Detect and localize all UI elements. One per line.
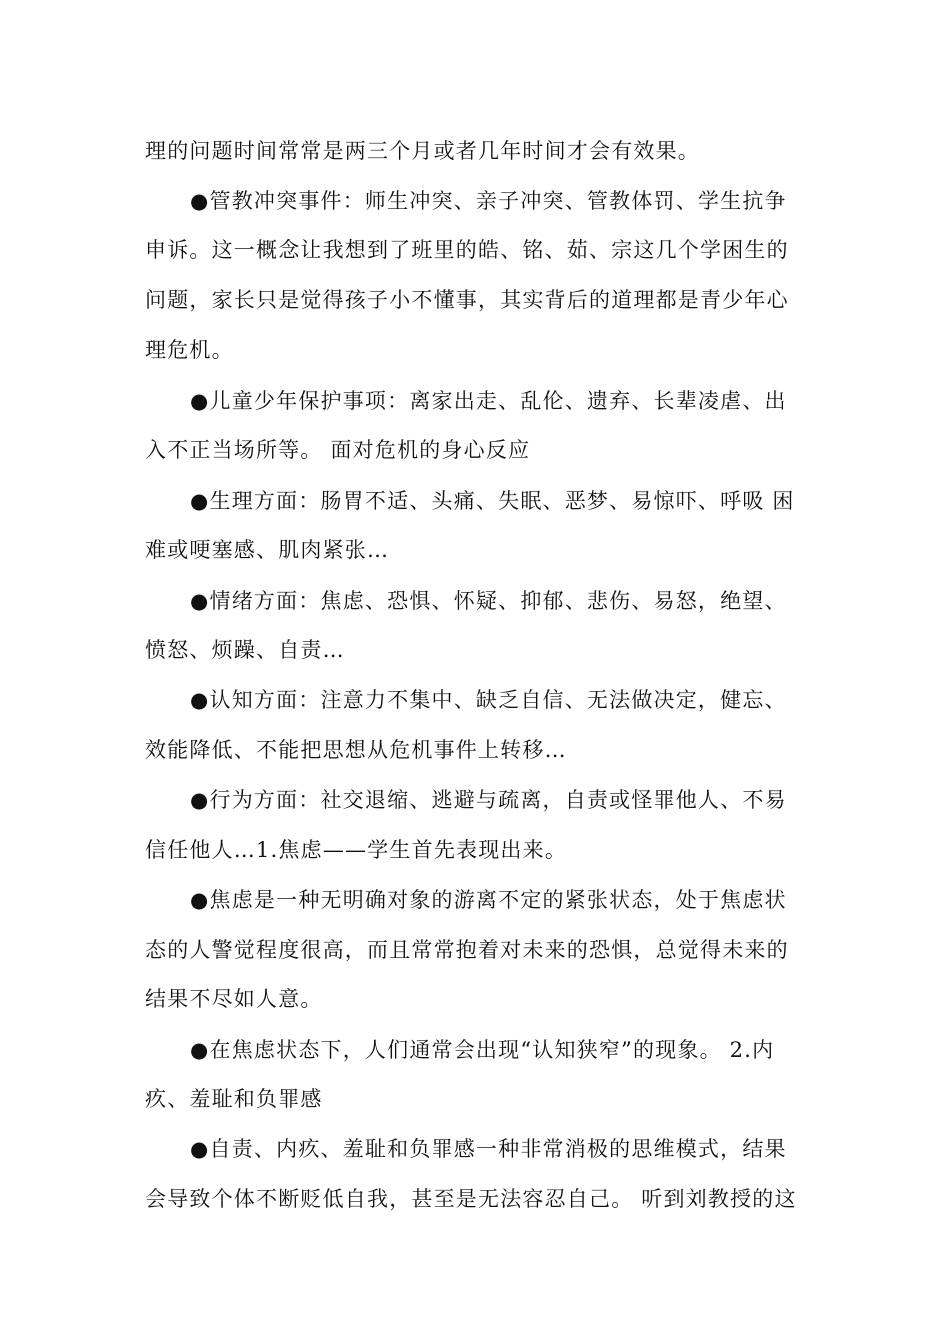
text-line: 效能降低、不能把思想从危机事件上转移… <box>145 738 567 762</box>
text-line: 信任他人…1.焦虑——学生首先表现出来。 <box>145 838 568 862</box>
text-line: 理的问题时间常常是两三个月或者几年时间才会有效果。 <box>145 139 700 163</box>
text-line: 愤怒、烦躁、自责… <box>145 638 345 662</box>
text-line: 理危机。 <box>145 338 234 362</box>
bullet-paragraph-line: ●情绪方面：焦虑、恐惧、怀疑、抑郁、悲伤、易怒，绝望、 <box>190 589 787 613</box>
text-line: 问题，家长只是觉得孩子小不懂事，其实背后的道理都是青少年心 <box>145 288 789 312</box>
bullet-paragraph-line: ●在焦虑状态下，人们通常会出现“认知狭窄”的现象。 2.内 <box>190 1038 775 1062</box>
bullet-paragraph-line: ●儿童少年保护事项：离家出走、乱伦、遗弃、长辈凌虐、出 <box>190 389 787 413</box>
text-line: 态的人警觉程度很高，而且常常抱着对未来的恐惧，总觉得未来的 <box>145 938 789 962</box>
text-line: 难或哽塞感、肌肉紧张… <box>145 538 390 562</box>
text-line: 入不正当场所等。 面对危机的身心反应 <box>145 438 531 462</box>
bullet-paragraph-line: ●焦虑是一种无明确对象的游离不定的紧张状态，处于焦虑状 <box>190 888 787 912</box>
text-line: 结果不尽如人意。 <box>145 987 323 1011</box>
text-line: 会导致个体不断贬低自我，甚至是无法容忍自己。 听到刘教授的这 <box>145 1187 797 1211</box>
bullet-paragraph-line: ●自责、内疚、羞耻和负罪感一种非常消极的思维模式，结果 <box>190 1137 787 1161</box>
text-line: 申诉。这一概念让我想到了班里的皓、铭、茹、宗这几个学困生的 <box>145 238 789 262</box>
text-line: 疚、羞耻和负罪感 <box>145 1087 323 1111</box>
bullet-paragraph-line: ●认知方面：注意力不集中、缺乏自信、无法做决定，健忘、 <box>190 688 787 712</box>
bullet-paragraph-line: ●行为方面：社交退缩、逃避与疏离，自责或怪罪他人、不易 <box>190 788 787 812</box>
bullet-paragraph-line: ●生理方面：肠胃不适、头痛、失眠、恶梦、易惊吓、呼吸 困 <box>190 489 795 513</box>
bullet-paragraph-line: ●管教冲突事件：师生冲突、亲子冲突、管教体罚、学生抗争 <box>190 189 787 213</box>
